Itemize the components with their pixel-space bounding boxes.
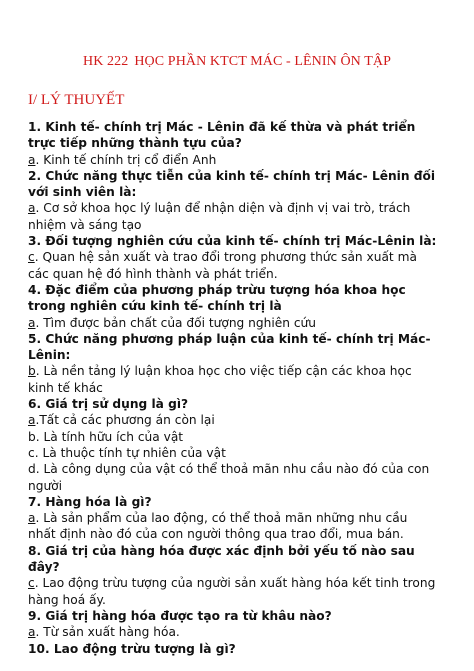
answer-letter: a: [28, 152, 36, 167]
answer-line: [28, 624, 458, 640]
question-text: 6. Giá trị sử dụng là gì?: [28, 397, 189, 412]
answer-text: . Là nền tảng lý luận khoa học cho việc tiếp cận các khoa học: [35, 364, 412, 379]
answer-text: . Tìm được bản chất của đối tượng nghiên cứu: [35, 315, 316, 330]
answer-letter: b: [28, 364, 36, 379]
answer-text: nhất định nào đó của con người thông qua trao đổi, mua bán.: [28, 527, 404, 542]
question-text: 1. Kinh tế- chính trị Mác - Lênin đã kế thừa và phát triển: [28, 120, 416, 134]
answer-line: [28, 510, 458, 526]
answer-text: kinh tế khác: [28, 380, 103, 395]
question-list: [28, 119, 458, 657]
answer-line: [28, 575, 458, 591]
answer-text: . Lao động trừu tượng của người sản xuất hàng hóa kết tinh trong: [34, 576, 436, 591]
answer-text: . Cơ sở khoa học lý luận để nhận diện và định vị vai trò, trách: [35, 201, 411, 216]
question-text: 4. Đặc điểm của phương pháp trừu tượng hóa khoa học: [28, 282, 406, 297]
answer-text: c. Là thuộc tính tự nhiên của vật: [28, 445, 226, 460]
answer-text: d. Là công dụng của vật có thể thoả mãn nhu cầu nào đó của con: [28, 462, 430, 477]
answer-letter: a: [28, 413, 36, 428]
answer-text: . Kinh tế chính trị cổ điển Anh: [35, 152, 217, 167]
answer-letter: a: [28, 511, 36, 526]
answer-letter: a: [28, 201, 36, 216]
title-text: HỌC PHẦN KTCT MÁC - LÊNIN ÔN TẬP: [134, 54, 391, 69]
question-text: 10. Lao động trừu tượng là gì?: [28, 641, 236, 656]
question-text: 3. Đối tượng nghiên cứu của kinh tế- chính trị Mác-Lênin là:: [28, 234, 437, 249]
course-code: HK 222: [83, 54, 129, 69]
answer-text: hàng hoá ấy.: [28, 592, 106, 607]
question-text: với sinh viên là:: [28, 185, 137, 200]
answer-letter: a: [28, 315, 36, 330]
question-text: Lênin:: [28, 348, 71, 363]
answer-text: . Là sản phẩm của lao động, có thể thoả mãn những nhu cầu: [35, 511, 408, 526]
answer-text: các quan hệ đó hình thành và phát triển.: [28, 266, 278, 281]
question-text: trong nghiên cứu kinh tế- chính trị là: [28, 299, 282, 314]
question-text: 5. Chức năng phương pháp luận của kinh tế- chính trị Mác-: [28, 331, 431, 346]
answer-letter: c: [28, 250, 35, 265]
answer-line: [28, 363, 458, 379]
answer-text: . Quan hệ sản xuất và trao đổi trong phương thức sản xuất mà: [34, 250, 417, 265]
answer-text: người: [28, 478, 63, 493]
answer-line: [28, 315, 458, 331]
question-text: đây?: [28, 560, 60, 575]
question-text: trực tiếp những thành tựu của?: [28, 136, 242, 151]
question-text: 7. Hàng hóa là gì?: [28, 494, 152, 509]
question-text: 9. Giá trị hàng hóa được tạo ra từ khâu nào?: [28, 608, 332, 623]
answer-line: [28, 200, 458, 216]
page-title: [0, 54, 474, 70]
answer-letter: c: [28, 576, 35, 591]
answer-text: b. Là tính hữu ích của vật: [28, 429, 184, 444]
question-text: 8. Giá trị của hàng hóa được xác định bởi yếu tố nào sau: [28, 543, 415, 558]
question-text: 2. Chức năng thực tiễn của kinh tế- chính trị Mác- Lênin đối: [28, 168, 436, 183]
section-heading: I/ LÝ THUYẾT: [28, 92, 125, 108]
answer-line: [28, 152, 458, 168]
answer-text: .Tất cả các phương án còn lại: [35, 413, 215, 428]
answer-letter: a: [28, 625, 36, 640]
answer-text: . Từ sản xuất hàng hóa.: [35, 625, 180, 640]
answer-line: [28, 412, 458, 428]
answer-text: nhiệm và sáng tạo: [28, 217, 142, 232]
answer-line: [28, 249, 458, 265]
